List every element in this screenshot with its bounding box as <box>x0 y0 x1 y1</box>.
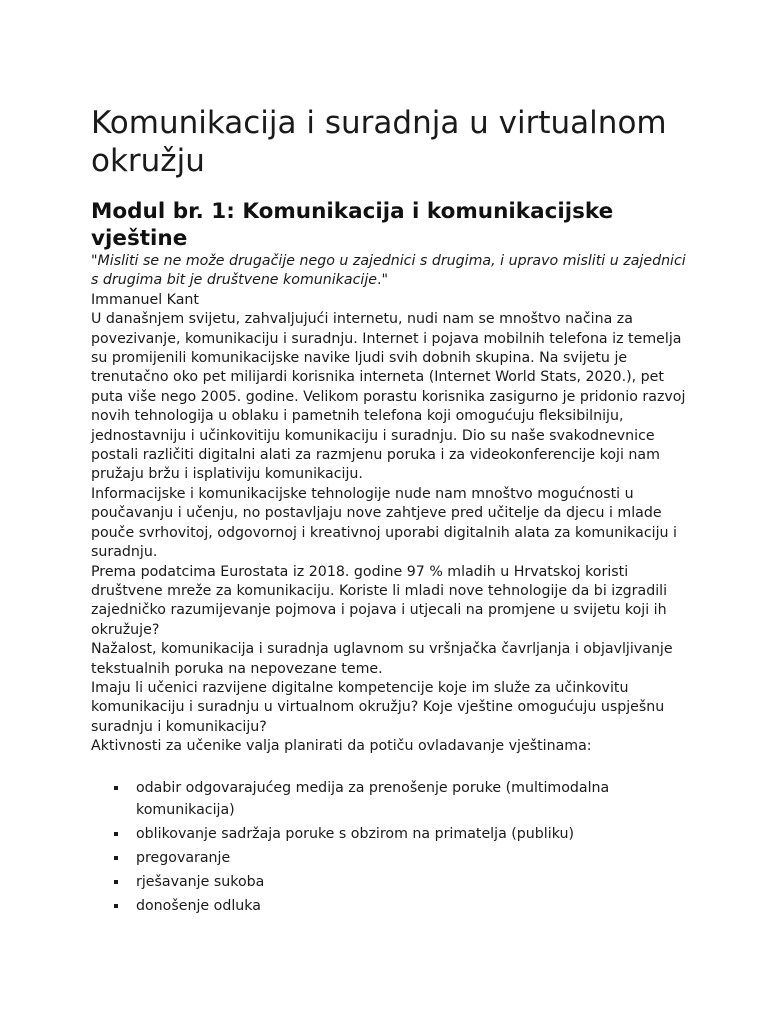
quote-open-mark: " <box>91 253 98 269</box>
list-item <box>91 823 691 845</box>
document-page <box>91 104 691 919</box>
list-item-text: donošenje odluka <box>136 897 261 914</box>
quote <box>91 252 691 291</box>
paragraph-ict: Informacijske i komunikacijske tehnologije nude nam mnoštvo mogućnosti u poučavanju i učenju, no postavljaju nove zahtjeve pred učitelje da djecu i mlade pouče svrhovitoj, odgovornoj i kreativnoj uporabi digitalnih alata za komunikaciju i suradnju. <box>91 485 677 561</box>
square-bullet-icon <box>114 880 118 884</box>
list-item <box>91 871 691 893</box>
quote-close-mark: ." <box>377 272 389 289</box>
list-item-text: odabir odgovarajućeg medija za prenošenje poruke (multimodalna komunikacija) <box>136 779 610 818</box>
module-heading: Modul br. 1: Komunikacija i komunikacijske vještine <box>91 199 614 251</box>
list-item <box>91 777 691 821</box>
square-bullet-icon <box>114 786 118 790</box>
skills-list <box>91 777 691 917</box>
document-title: Komunikacija i suradnja u virtualnom okružju <box>91 105 667 179</box>
list-item-text: oblikovanje sadržaja poruke s obzirom na primatelja (publiku) <box>136 825 574 842</box>
paragraph-competences: Imaju li učenici razvijene digitalne kompetencije koje im služe za učinkovitu komunikaciju i suradnju u virtualnom okružju? Koje vještine omogućuju uspješnu suradnju i komunikaciju? <box>91 679 665 735</box>
quote-author: Immanuel Kant <box>91 291 199 308</box>
paragraph-activities: Aktivnosti za učenike valja planirati da potiču ovladavanje vještinama: <box>91 738 592 755</box>
square-bullet-icon <box>114 832 118 836</box>
square-bullet-icon <box>114 904 118 908</box>
list-item-text: pregovaranje <box>136 849 231 866</box>
quote-text: Misliti se ne može drugačije nego u zajednici s drugima, i upravo misliti u zajednici s drugima bit je društvene komunikacije <box>91 253 686 289</box>
paragraph-eurostat: Prema podatcima Eurostata iz 2018. godine 97 % mladih u Hrvatskoj koristi društvene mreže za komunikaciju. Koriste li mladi nove tehnologije da bi izgradili zajedničko razumijevanje pojmova i pojava i utjecali na promjene u svijetu koji ih okružuje? <box>91 563 668 638</box>
list-item <box>91 895 691 917</box>
list-item <box>91 847 691 869</box>
list-item-text: rješavanje sukoba <box>136 873 265 890</box>
paragraph-unfortunately: Nažalost, komunikacija i suradnja uglavnom su vršnjačka čavrljanja i objavljivanje tekstualnih poruka na nepovezane teme. <box>91 641 673 677</box>
square-bullet-icon <box>114 856 118 860</box>
paragraph-intro: U današnjem svijetu, zahvaljujući internetu, nudi nam se mnoštvo načina za povezivanje, komunikaciju i suradnju. Internet i pojava mobilnih telefona iz temelja su promijenili komunikacijske navike ljudi svih dobnih skupina. Na svijetu je trenutačno oko pet milijardi korisnika interneta (Internet World Stats, 2020.), pet puta više nego 2005. godine. Velikom porastu korisnika zasigurno je pridonio razvoj novih tehnologija u oblaku i pametnih telefona koji omogućuju fleksibilniju, jednostavniju i učinkovitiju komunikaciju i suradnju. Dio su naše svakodnevnice postali različiti digitalni alati za razmjenu poruka i za videokonferencije koji nam pružaju bržu i isplativiju komunikaciju. <box>91 311 686 483</box>
